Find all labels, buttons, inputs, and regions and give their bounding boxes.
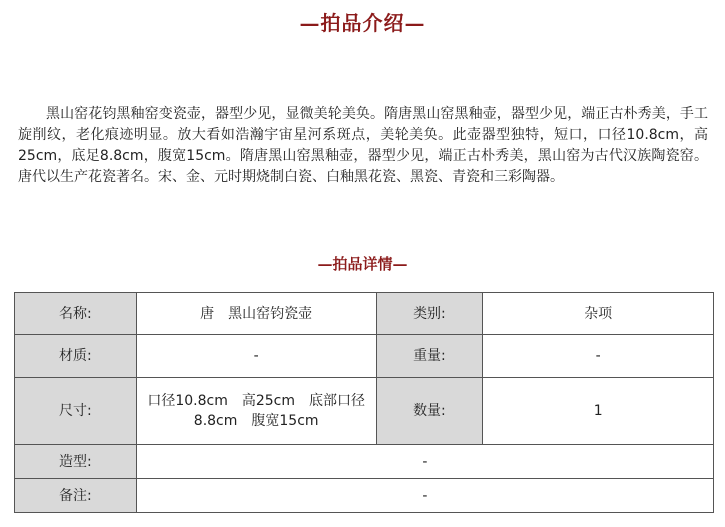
size-label: 尺寸:	[15, 378, 137, 445]
quantity-label: 数量:	[376, 378, 483, 445]
intro-paragraph: 黑山窑花钧黑釉窑变瓷壶，器型少见，显微美轮美奂。隋唐黑山窑黑釉壶，器型少见，端正古朴秀美，手工旋削纹，老化痕迹明显。放大看如浩瀚宇宙星河系斑点，美轮美奂。此壶器型独特，短口，口径10.8cm，高25cm，底足8.8cm，腹宽15cm。隋唐黑山窑黑釉壶，器型少见，端正古朴秀美，黑山窑为古代汉族陶瓷窑。唐代以生产花瓷著名。宋、金、元时期烧制白瓷、白釉黑花瓷、黑瓷、青瓷和三彩陶器。	[18, 106, 708, 185]
table-row	[15, 378, 714, 445]
size-value: 口径10.8cm 高25cm 底部口径8.8cm 腹宽15cm	[136, 378, 376, 445]
intro-section-title: —拍品介绍—	[299, 11, 426, 35]
table-row	[15, 445, 714, 479]
shape-value: -	[136, 445, 713, 479]
notes-value: -	[136, 479, 713, 513]
quantity-value: 1	[483, 378, 714, 445]
category-value: 杂项	[483, 293, 714, 335]
shape-label: 造型:	[15, 445, 137, 479]
details-section-title: —拍品详情—	[317, 255, 408, 273]
weight-value: -	[483, 335, 714, 378]
name-label: 名称:	[15, 293, 137, 335]
notes-label: 备注:	[15, 479, 137, 513]
material-label: 材质:	[15, 335, 137, 378]
details-table	[14, 292, 714, 513]
table-row	[15, 335, 714, 378]
category-label: 类别:	[376, 293, 483, 335]
table-row	[15, 293, 714, 335]
name-value: 唐 黑山窑钧瓷壶	[136, 293, 376, 335]
table-row	[15, 479, 714, 513]
weight-label: 重量:	[376, 335, 483, 378]
material-value: -	[136, 335, 376, 378]
